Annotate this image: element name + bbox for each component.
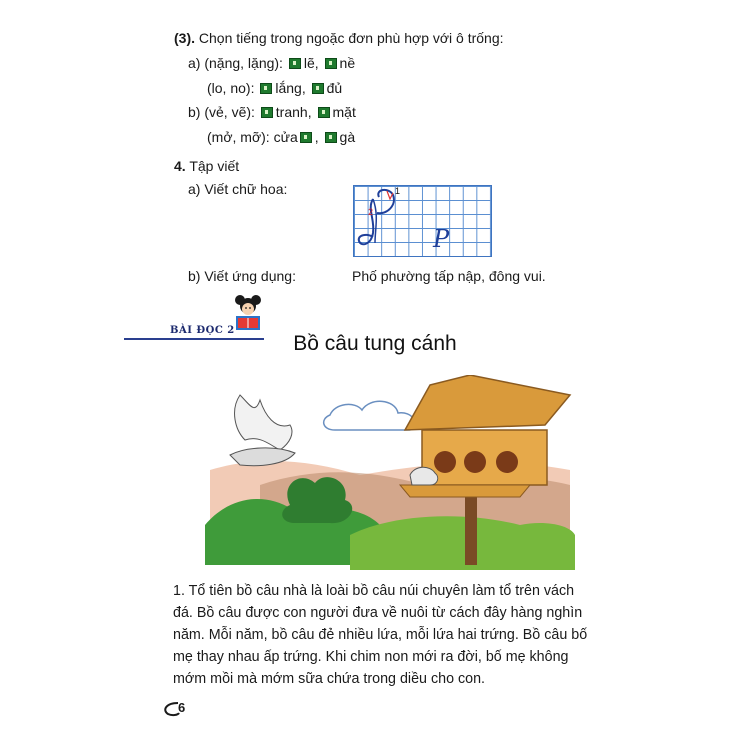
blank-box-icon[interactable] [300, 132, 312, 143]
exercise-instruction: Tập viết [189, 158, 240, 174]
sample-letter: P [433, 225, 450, 253]
choice-label: b) (vẻ, vẽ): [188, 104, 255, 120]
blank-box-icon[interactable] [318, 107, 330, 118]
separator: , [314, 129, 319, 145]
exercise-number: (3). [174, 30, 195, 46]
exercise-3a-line2 [207, 80, 342, 96]
word: gà [339, 129, 356, 145]
choice-label: (mở, mỡ): [207, 129, 270, 145]
lesson-title: Bồ câu tung cánh [293, 332, 457, 355]
choice-label: (lo, no): [207, 80, 255, 96]
blank-box-icon[interactable] [325, 58, 337, 69]
application-sentence: Phố phường tấp nập, đông vui. [352, 268, 546, 284]
application-label: b) Viết ứng dụng: [188, 268, 296, 284]
word: đủ [326, 80, 343, 96]
blank-box-icon[interactable] [261, 107, 273, 118]
exercise-4-heading [174, 158, 239, 174]
reading-girl-icon [232, 292, 264, 332]
blank-box-icon[interactable] [325, 132, 337, 143]
dovecote-hole [464, 451, 486, 473]
blank-box-icon[interactable] [312, 83, 324, 94]
stroke-number-2: 2 [368, 207, 374, 217]
dovecote-hole [496, 451, 518, 473]
grass-field [350, 516, 575, 570]
word: lẽ, [303, 55, 319, 71]
choice-label: a) (nặng, lặng): [188, 55, 283, 71]
page-corner-swoosh-icon [160, 700, 180, 718]
illustration-dovecote [200, 375, 580, 575]
handwriting-label: a) Viết chữ hoa: [188, 181, 288, 197]
dovecote-ledge [400, 485, 530, 497]
cursive-p-stroke-top [377, 190, 394, 213]
exercise-3b-line1 [188, 104, 356, 120]
word: tranh, [275, 104, 312, 120]
word: mặt [332, 104, 356, 120]
exercise-number: 4. [174, 158, 186, 174]
tree-cluster [282, 477, 352, 523]
blank-box-icon[interactable] [260, 83, 272, 94]
dovecote-hole [434, 451, 456, 473]
exercise-3-heading [174, 30, 504, 46]
exercise-3b-line2 [207, 129, 355, 145]
lesson-paragraph: 1. Tổ tiên bồ câu nhà là loài bồ câu núi chuyên làm tổ trên vách đá. Bồ câu được con người đưa về nuôi từ cách đây hàng nghìn năm. Mỗi năm, bồ câu đẻ nhiều lứa, mỗi lứa hai trứng. Bồ câu bố mẹ thay nhau ấp trứng. Khi chim non mới ra đời, bố mẹ không mớm mồi mà mớm sữa chứa trong diều cho con. [173, 583, 588, 687]
exercise-instruction: Chọn tiếng trong ngoặc đơn phù hợp với ô trống: [198, 30, 504, 46]
word: lắng, [275, 80, 306, 96]
word: cửa [273, 129, 298, 145]
blank-box-icon[interactable] [289, 58, 301, 69]
exercise-3a-line1 [188, 55, 355, 71]
lesson-tag: BÀI ĐỌC 2 [170, 325, 235, 336]
cursive-p-stroke-main [359, 199, 374, 244]
cursive-letter-guide [353, 185, 492, 257]
word: nề [339, 55, 356, 71]
stroke-number-1: 1 [395, 186, 401, 196]
page-number: 6 [178, 700, 186, 715]
